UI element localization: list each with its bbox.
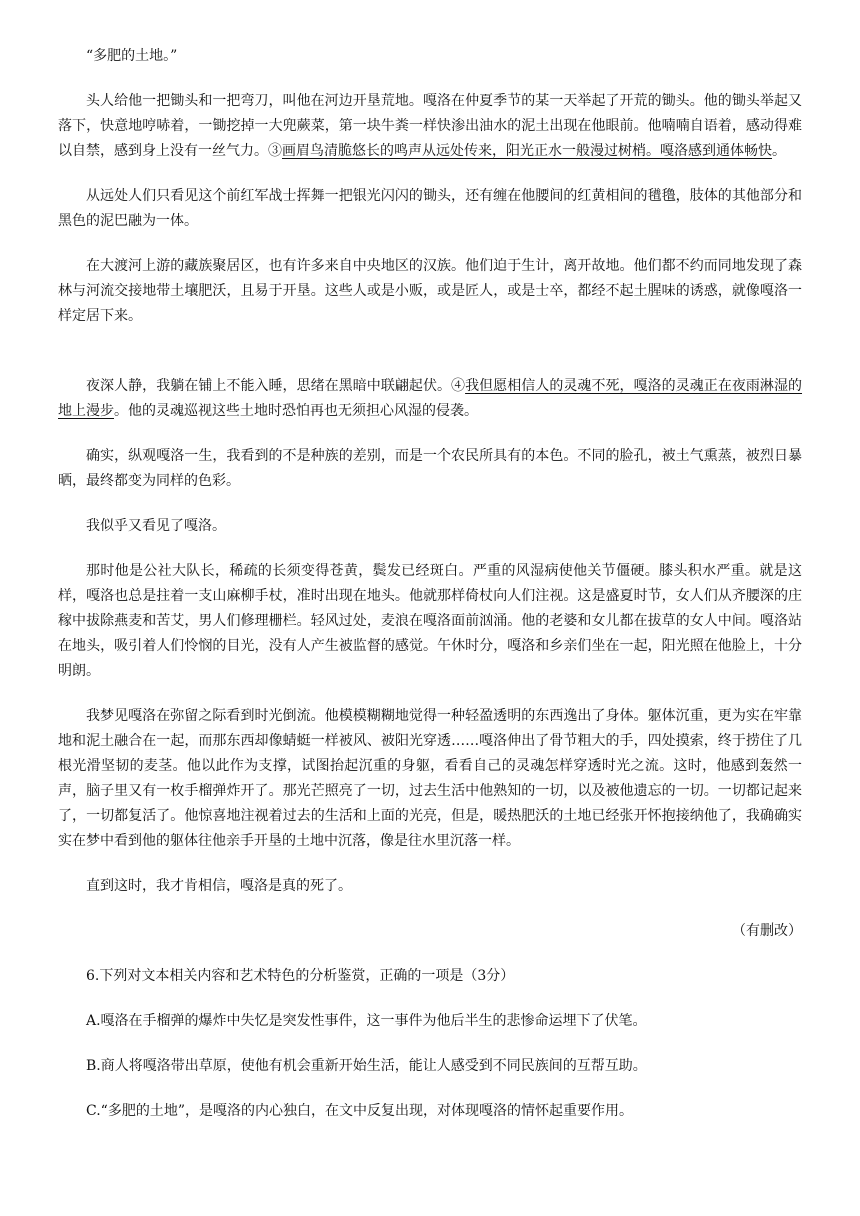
paragraph-3: 从远处人们只看见这个前红军战士挥舞一把银光闪闪的锄头，还有缠在他腰间的红黄相间的氆氇，肢体的其他部分和黑色的泥巴融为一体。 bbox=[58, 188, 802, 229]
paragraph-2 bbox=[58, 89, 802, 164]
paragraph-10: 直到这时，我才肯相信，嘎洛是真的死了。 bbox=[86, 878, 352, 894]
edit-note: （有删改） bbox=[732, 923, 802, 939]
paragraph-5-text: 夜深人静，我躺在铺上不能入睡，思绪在黑暗中联翩起伏。④ bbox=[86, 378, 466, 394]
paragraph-7: 我似乎又看见了嘎洛。 bbox=[86, 518, 226, 534]
paragraph-2-end: 。 bbox=[772, 143, 786, 159]
paragraph-2-text: 头人给他一把锄头和一把弯刀，叫他在河边开垦荒地。嘎洛在仲夏季节的某一天举起了开荒的锄头。他的锄头举起又落下，快意地哼哧着，一锄挖掉一大兜蕨菜，第一块牛粪一样快渗出油水的泥土出现在他眼前。他喃喃自语着，感动得难以自禁，感到身上没有一丝气力。③ bbox=[58, 93, 802, 159]
paragraph-8: 那时他是公社大队长，稀疏的长须变得苍黄，鬓发已经斑白。严重的风湿病使他关节僵硬。膝头积水严重。就是这样，嘎洛也总是拄着一支山麻柳手杖，准时出现在地头。他就那样倚杖向人们注视。这是盛夏时节，女人们从齐腰深的庄稼中拔除燕麦和苦艾，男人们修理栅栏。轻风过处，麦浪在嘎洛面前汹涌。他的老婆和女儿都在拔草的女人中间。嘎洛站在地头，吸引着人们怜悯的目光，没有人产生被监督的感觉。午休时分，嘎洛和乡亲们坐在一起，阳光照在他脸上，十分明朗。 bbox=[58, 563, 802, 679]
underlined-sentence-4: 我但愿相信人的灵魂不死，嘎洛的灵魂正在夜雨淋湿的地上漫步 bbox=[58, 378, 803, 419]
option-b: B.商人将嘎洛带出草原，使他有机会重新开始生活，能让人感受到不同民族间的互帮互助。 bbox=[86, 1058, 647, 1074]
paragraph-4: 在大渡河上游的藏族聚居区，也有许多来自中央地区的汉族。他们迫于生计，离开故地。他们都不约而同地发现了森林与河流交接地带土壤肥沃，且易于开垦。这些人或是小贩，或是匠人，或是士卒，都经不起土腥味的诱惑，就像嘎洛一样定居下来。 bbox=[58, 258, 802, 324]
option-a: A.嘎洛在手榴弹的爆炸中失忆是突发性事件，这一事件为他后半生的悲惨命运埋下了伏笔。 bbox=[86, 1013, 647, 1029]
paragraph-5-end: 。他的灵魂巡视这些土地时恐怕再也无须担心风湿的侵袭。 bbox=[114, 403, 478, 419]
paragraph-5 bbox=[58, 374, 802, 424]
underlined-sentence-3: 画眉鸟清脆悠长的鸣声从远处传来，阳光正水一般漫过树梢。嘎洛感到通体畅快 bbox=[282, 143, 772, 159]
paragraph-6: 确实，纵观嘎洛一生，我看到的不是种族的差别，而是一个农民所具有的本色。不同的脸孔，被土气熏蒸，被烈日暴晒，最终都变为同样的色彩。 bbox=[58, 448, 802, 489]
option-c: C.“多肥的土地”，是嘎洛的内心独白，在文中反复出现，对体现嘎洛的情怀起重要作用。 bbox=[86, 1103, 633, 1119]
paragraph-1: “多肥的土地。” bbox=[86, 48, 178, 64]
document-page bbox=[58, 44, 802, 1124]
question-stem: 6.下列对文本相关内容和艺术特色的分析鉴赏，正确的一项是（3分） bbox=[86, 968, 515, 984]
paragraph-9: 我梦见嘎洛在弥留之际看到时光倒流。他模模糊糊地觉得一种轻盈透明的东西逸出了身体。躯体沉重，更为实在牢靠地和泥土融合在一起，而那东西却像蜻蜓一样被风、被阳光穿透……嘎洛伸出了骨节粗大的手，四处摸索，终于捞住了几根光滑坚韧的麦茎。他以此作为支撑，试图抬起沉重的身躯，看看自己的灵魂怎样穿透时光之流。这时，他感到轰然一声，脑子里又有一枚手榴弹炸开了。那光芒照亮了一切，过去生活中他熟知的一切，以及被他遗忘的一切。一切都记起来了，一切都复活了。他惊喜地注视着过去的生活和上面的光亮，但是，暖热肥沃的土地已经张开怀抱接纳他了，我确确实实在梦中看到他的躯体往他亲手开垦的土地中沉落，像是往水里沉落一样。 bbox=[58, 708, 802, 849]
